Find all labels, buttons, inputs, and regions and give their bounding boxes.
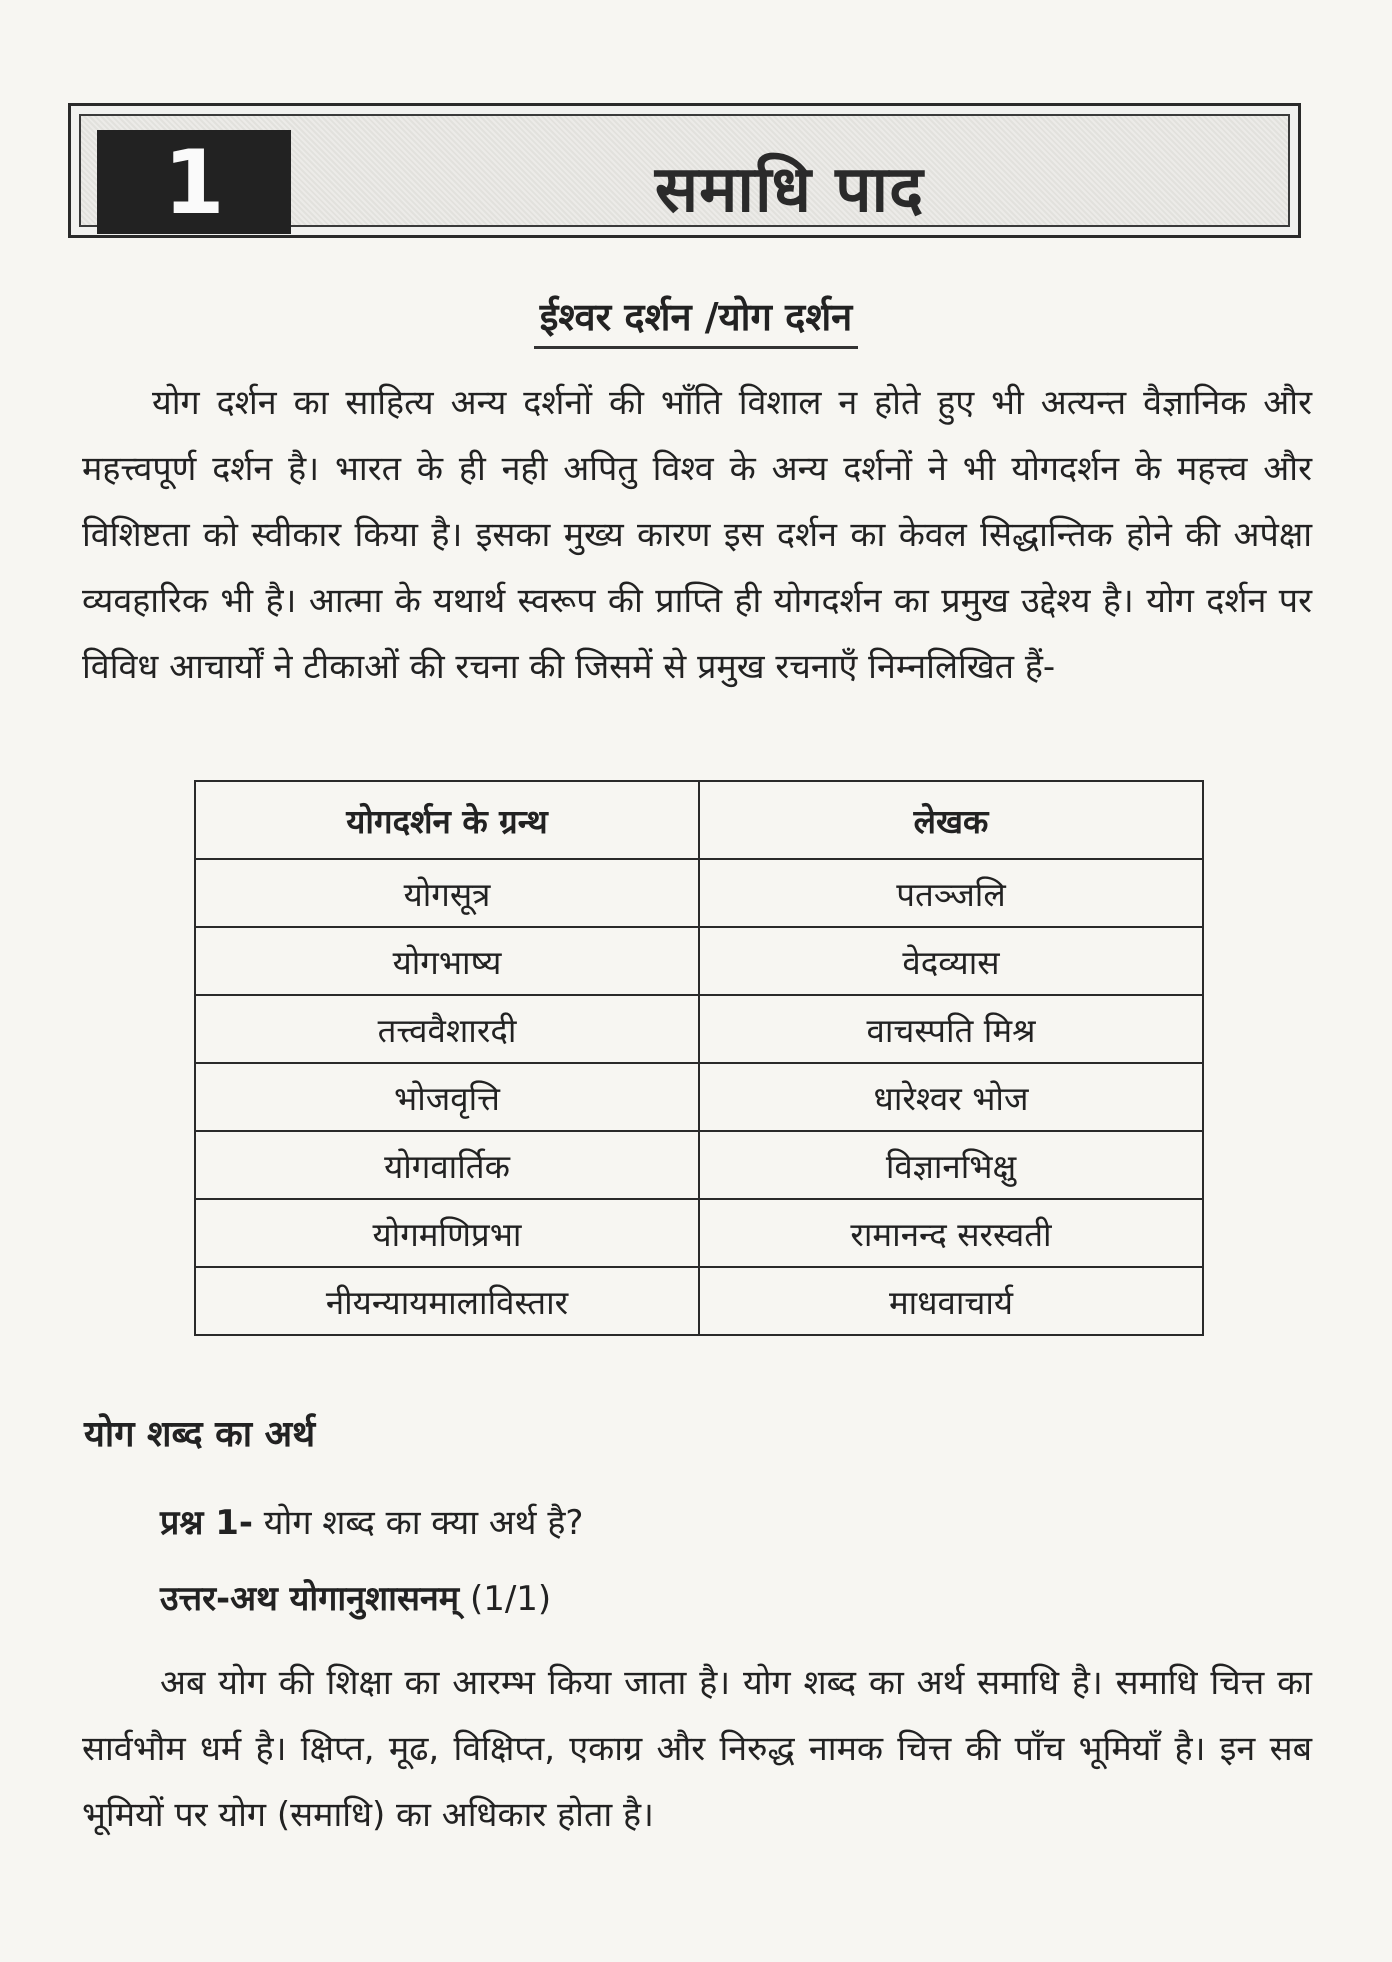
table-cell-text: तत्त्ववैशारदी (195, 995, 699, 1063)
table-row (195, 1199, 1203, 1267)
question-label: प्रश्न 1- (160, 1503, 253, 1543)
texts-authors-table (194, 780, 1204, 1336)
answer-reference: (1/1) (459, 1579, 552, 1619)
table-cell-text: भोजवृत्ति (195, 1063, 699, 1131)
table-cell-text: योगभाष्य (195, 927, 699, 995)
chapter-title: समाधि पाद (654, 152, 925, 227)
section-heading (0, 290, 1392, 349)
table-cell-author: धारेश्वर भोज (699, 1063, 1203, 1131)
table-header-row (195, 781, 1203, 859)
table-cell-text: योगवार्तिक (195, 1131, 699, 1199)
table-cell-text: योगमणिप्रभा (195, 1199, 699, 1267)
question-line (160, 1498, 583, 1544)
texts-table (194, 780, 1204, 1336)
section-heading-text: ईश्वर दर्शन /योग दर्शन (534, 290, 859, 349)
table-header-text: योगदर्शन के ग्रन्थ (195, 781, 699, 859)
answer-paragraph: अब योग की शिक्षा का आरम्भ किया जाता है। योग शब्द का अर्थ समाधि है। समाधि चित्त का सार्वभौम धर्म है। क्षिप्त, मूढ, विक्षिप्त, एकाग्र और निरुद्ध नामक चित्त की पाँच भूमियाँ है। इन सब भूमियों पर योग (समाधि) का अधिकार होता है। (82, 1663, 1312, 1835)
table-row (195, 1063, 1203, 1131)
table-row (195, 927, 1203, 995)
answer-label: उत्तर-अथ योगानुशासनम् (160, 1579, 460, 1619)
question-text: योग शब्द का क्या अर्थ है? (253, 1503, 584, 1543)
table-cell-author: वेदव्यास (699, 927, 1203, 995)
table-row (195, 1131, 1203, 1199)
table-header-author: लेखक (699, 781, 1203, 859)
table-cell-author: पतञ्जलि (699, 859, 1203, 927)
table-cell-author: वाचस्पति मिश्र (699, 995, 1203, 1063)
chapter-number: 1 (97, 130, 291, 234)
answer-line (160, 1574, 551, 1620)
table-row (195, 1267, 1203, 1335)
banner-inner-frame (79, 114, 1290, 234)
table-row (195, 995, 1203, 1063)
table-cell-author: रामानन्द सरस्वती (699, 1199, 1203, 1267)
intro-paragraph: योग दर्शन का साहित्य अन्य दर्शनों की भाँति विशाल न होते हुए भी अत्यन्त वैज्ञानिक और महत्त्वपूर्ण दर्शन है। भारत के ही नही अपितु विश्व के अन्य दर्शनों ने भी योगदर्शन के महत्त्व और विशिष्टता को स्वीकार किया है। इसका मुख्य कारण इस दर्शन का केवल सिद्धान्तिक होने की अपेक्षा व्यवहारिक भी है। आत्मा के यथार्थ स्वरूप की प्राप्ति ही योगदर्शन का प्रमुख उद्देश्य है। योग दर्शन पर विविध आचार्यों ने टीकाओं की रचना की जिसमें से प्रमुख रचनाएँ निम्नलिखित हैं- (82, 383, 1312, 687)
chapter-banner (68, 103, 1301, 238)
table-row (195, 859, 1203, 927)
table-cell-author: माधवाचार्य (699, 1267, 1203, 1335)
subsection-heading: योग शब्द का अर्थ (84, 1414, 316, 1455)
table-cell-author: विज्ञानभिक्षु (699, 1131, 1203, 1199)
table-cell-text: योगसूत्र (195, 859, 699, 927)
table-cell-text: नीयन्यायमालाविस्तार (195, 1267, 699, 1335)
